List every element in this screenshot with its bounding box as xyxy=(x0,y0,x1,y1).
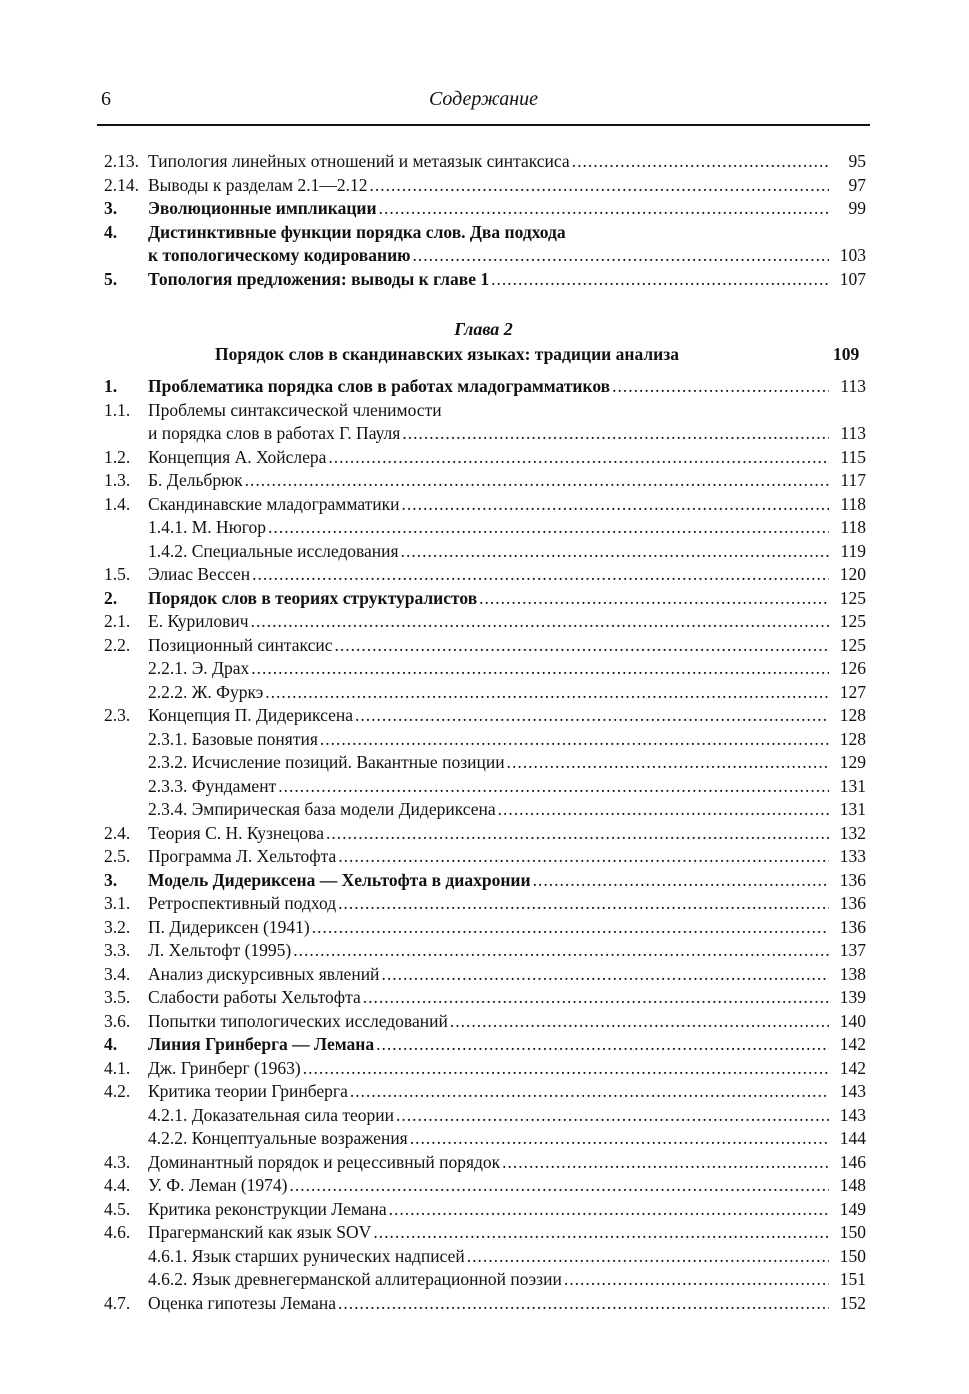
page-header xyxy=(97,88,870,124)
toc-entry-page: 131 xyxy=(839,775,866,796)
toc-entry-title: Доминантный порядок и рецессивный порядок xyxy=(148,1151,501,1172)
toc-entry xyxy=(104,1104,866,1128)
toc-entry-title: 2.3.1. Базовые понятия xyxy=(148,728,318,749)
toc-entry-number: 4.4. xyxy=(104,1175,131,1195)
toc-entry xyxy=(104,892,866,916)
toc-entry-title: Дж. Гринберг (1963) xyxy=(148,1057,301,1078)
toc-entry xyxy=(104,197,866,221)
dot-leader xyxy=(312,916,829,940)
toc-entry-page: 151 xyxy=(839,1269,866,1289)
toc-entry-page: 129 xyxy=(839,752,866,772)
toc-entry-page: 152 xyxy=(839,1292,866,1313)
toc-entry-number: 2.14. xyxy=(104,174,139,195)
toc-entry-page: 144 xyxy=(839,1128,866,1148)
toc-entry xyxy=(104,563,866,587)
dot-leader xyxy=(450,1010,829,1034)
chapter-page-number: 109 xyxy=(833,344,860,364)
toc-entry-page: 128 xyxy=(839,705,866,725)
toc-entry-number: 1.2. xyxy=(104,446,131,467)
dot-leader xyxy=(467,1245,829,1269)
toc-entry-number: 3.5. xyxy=(104,987,131,1007)
dot-leader xyxy=(479,587,829,611)
toc-entry-number: 1. xyxy=(104,376,118,396)
dot-leader xyxy=(491,268,829,292)
toc-entry-page: 118 xyxy=(840,517,866,537)
dot-leader xyxy=(265,681,829,705)
toc-entry-title: 4.6.1. Язык старших рунических надписей xyxy=(148,1245,465,1266)
toc-entry xyxy=(104,963,866,987)
toc-entry-title: Слабости работы Хельтофта xyxy=(148,987,361,1007)
toc-entry-number: 3.2. xyxy=(104,916,131,937)
header-rule xyxy=(97,124,870,126)
toc-entry xyxy=(104,610,866,634)
toc-entry xyxy=(104,751,866,775)
dot-leader xyxy=(410,1127,829,1151)
toc-entry-title: к топологическому кодированию xyxy=(148,245,411,265)
toc-entry xyxy=(104,704,866,728)
toc-entry xyxy=(104,1174,866,1198)
toc-entry-page: 120 xyxy=(839,564,866,584)
toc-entry-number: 2.3. xyxy=(104,705,131,725)
toc-entry xyxy=(104,1245,866,1269)
toc-entry-page: 137 xyxy=(839,940,866,960)
toc-entry xyxy=(104,268,866,292)
dot-leader xyxy=(564,1268,829,1292)
toc-entry-page: 133 xyxy=(839,846,866,866)
dot-leader xyxy=(507,751,829,775)
toc-entry-page: 139 xyxy=(839,987,866,1007)
toc-entry xyxy=(104,845,866,869)
toc-entry-page: 136 xyxy=(839,869,866,890)
toc-entry xyxy=(104,150,866,174)
toc-entry xyxy=(104,516,866,540)
toc-entry-page: 117 xyxy=(840,470,866,490)
dot-leader xyxy=(402,422,829,446)
toc-entry-page: 142 xyxy=(839,1034,866,1054)
dot-leader xyxy=(252,563,829,587)
toc-entry-title: Позиционный синтаксис xyxy=(148,634,333,655)
toc-entry-page: 119 xyxy=(840,540,866,561)
toc-entry-number: 4. xyxy=(104,221,118,242)
toc-entry-title: 2.3.2. Исчисление позиций. Вакантные позиции xyxy=(148,752,505,772)
dot-leader xyxy=(328,446,829,470)
toc-entry xyxy=(104,798,866,822)
toc-entry-title: Прагерманский как язык SOV xyxy=(148,1222,372,1242)
dot-leader xyxy=(402,493,829,517)
toc-entry-title: и порядка слов в работах Г. Пауля xyxy=(148,423,401,443)
toc-entry xyxy=(104,1080,866,1104)
dot-leader xyxy=(338,845,829,869)
toc-entry-number: 3.4. xyxy=(104,963,131,984)
toc-entry-title: Оценка гипотезы Лемана xyxy=(148,1292,336,1313)
toc-entry-page: 125 xyxy=(839,634,866,655)
dot-leader xyxy=(381,963,829,987)
toc-entry xyxy=(104,1292,866,1316)
toc-entry xyxy=(104,422,866,446)
toc-entry-title: Концепция П. Дидериксена xyxy=(148,705,353,725)
toc-entry xyxy=(104,1127,866,1151)
toc-entry xyxy=(104,681,866,705)
toc-entry xyxy=(104,540,866,564)
dot-leader xyxy=(413,244,829,268)
toc-entry-page: 150 xyxy=(839,1222,866,1242)
toc-entry-title: Л. Хельтофт (1995) xyxy=(148,940,292,960)
toc-entry-title: Теория С. Н. Кузнецова xyxy=(148,822,324,843)
dot-leader xyxy=(338,892,829,916)
toc-entry xyxy=(104,1151,866,1175)
toc-entry-page: 103 xyxy=(839,245,866,265)
toc-entry-title: Ретроспективный подход xyxy=(148,893,337,913)
toc-entry-title: Выводы к разделам 2.1—2.12 xyxy=(148,174,368,195)
dot-leader xyxy=(334,634,829,658)
toc-entry-number: 4.3. xyxy=(104,1151,131,1172)
toc-entry-title: Концепция А. Хойслера xyxy=(148,446,327,467)
toc-entry xyxy=(104,939,866,963)
toc-entry-title: Критика реконструкции Лемана xyxy=(148,1198,387,1219)
toc-entry-page: 113 xyxy=(840,423,866,443)
toc-entry-number: 2.13. xyxy=(104,151,139,171)
chapter-label: Глава 2 xyxy=(454,319,513,339)
toc-entry-page: 142 xyxy=(839,1057,866,1078)
toc-entry xyxy=(104,1268,866,1292)
toc-entry-page: 148 xyxy=(839,1175,866,1195)
dot-leader xyxy=(303,1057,829,1081)
toc-entry-page: 128 xyxy=(839,728,866,749)
toc-entry-number: 1.1. xyxy=(104,399,131,420)
toc-entry-page: 140 xyxy=(839,1010,866,1031)
toc-entry-number: 3. xyxy=(104,869,118,890)
toc-entry-title: 1.4.2. Специальные исследования xyxy=(148,540,399,561)
dot-leader xyxy=(498,798,829,822)
dot-leader xyxy=(251,610,829,634)
toc-entry xyxy=(104,446,866,470)
toc-entry-title: 4.6.2. Язык древнегерманской аллитерационной поэзии xyxy=(148,1269,562,1289)
dot-leader xyxy=(326,822,829,846)
toc-entry-page: 107 xyxy=(839,268,866,289)
toc-entry-title: 4.2.1. Доказательная сила теории xyxy=(148,1104,395,1125)
toc-entry-page: 136 xyxy=(839,893,866,913)
toc-entry-title: П. Дидериксен (1941) xyxy=(148,916,310,937)
dot-leader xyxy=(245,469,829,493)
toc-entry-page: 115 xyxy=(840,446,866,467)
toc-entry-page: 136 xyxy=(839,916,866,937)
toc-entry-number: 2.4. xyxy=(104,822,131,843)
toc-entry xyxy=(104,916,866,940)
toc-entry-title: 2.3.3. Фундамент xyxy=(148,775,277,796)
dot-leader xyxy=(355,704,829,728)
toc-entry-number: 2.1. xyxy=(104,611,131,631)
toc-entry xyxy=(104,399,866,423)
dot-leader xyxy=(376,1033,829,1057)
toc-entry-number: 4.2. xyxy=(104,1081,131,1101)
toc-entry-page: 132 xyxy=(839,822,866,843)
toc-entry-page: 143 xyxy=(839,1081,866,1101)
toc-entry-page: 99 xyxy=(848,198,866,218)
toc-entry-page: 126 xyxy=(839,658,866,678)
toc-entry-title: Линия Гринберга — Лемана xyxy=(148,1034,375,1054)
toc-entry xyxy=(104,1198,866,1222)
toc-entry xyxy=(104,986,866,1010)
dot-leader xyxy=(350,1080,829,1104)
toc-entry-title: 2.2.2. Ж. Фуркэ xyxy=(148,681,264,702)
toc-entry-title: 2.2.1. Э. Драх xyxy=(148,658,250,678)
toc-entry xyxy=(104,493,866,517)
toc-entry-page: 125 xyxy=(839,587,866,608)
page-number: 6 xyxy=(101,88,111,110)
toc-entry-title: Типология линейных отношений и метаязык синтаксиса xyxy=(148,151,570,171)
dot-leader xyxy=(379,197,829,221)
toc-entry xyxy=(104,469,866,493)
toc-entry xyxy=(104,174,866,198)
toc-entry-number: 1.3. xyxy=(104,470,131,490)
toc-entry-number: 1.5. xyxy=(104,564,131,584)
toc-entry-title: 4.2.2. Концептуальные возражения xyxy=(148,1128,408,1148)
toc-entry-title: 2.3.4. Эмпирическая база модели Дидериксена xyxy=(148,799,496,819)
toc-entry-number: 4.7. xyxy=(104,1292,131,1313)
toc-entry-number: 5. xyxy=(104,268,118,289)
toc-entry-number: 3.3. xyxy=(104,940,131,960)
toc-entry-title: Анализ дискурсивных явлений xyxy=(148,963,380,984)
toc-entry-number: 3.1. xyxy=(104,893,131,913)
toc-entry xyxy=(104,1033,866,1057)
toc-entry-title: Эволюционные импликации xyxy=(148,198,377,218)
toc-entry-title: У. Ф. Леман (1974) xyxy=(148,1175,288,1195)
toc-entry-number: 4. xyxy=(104,1034,118,1054)
toc-entry xyxy=(104,869,866,893)
dot-leader xyxy=(612,375,829,399)
toc-entry-title: Е. Курилович xyxy=(148,611,249,631)
toc-entry-page: 143 xyxy=(839,1104,866,1125)
toc-entry-title: Порядок слов в теориях структуралистов xyxy=(148,587,478,608)
toc-entry xyxy=(104,775,866,799)
toc-entry-page: 118 xyxy=(840,493,866,514)
dot-leader xyxy=(533,869,829,893)
dot-leader xyxy=(363,986,829,1010)
toc-entry-number: 1.4. xyxy=(104,493,131,514)
dot-leader xyxy=(373,1221,829,1245)
dot-leader xyxy=(251,657,829,681)
toc-entry-page: 97 xyxy=(848,174,866,195)
toc-entry-page: 150 xyxy=(839,1245,866,1266)
toc-entry-title: Попытки типологических исследований xyxy=(148,1010,448,1031)
toc-entry-title: Проблемы синтаксической членимости xyxy=(148,399,442,420)
dot-leader xyxy=(290,1174,830,1198)
dot-leader xyxy=(278,775,829,799)
dot-leader xyxy=(320,728,829,752)
toc-entry xyxy=(104,1057,866,1081)
toc-entry xyxy=(104,587,866,611)
running-title: Содержание xyxy=(428,88,539,110)
toc-entry xyxy=(104,221,866,245)
toc-entry-page: 138 xyxy=(839,963,866,984)
toc-entry xyxy=(104,657,866,681)
toc-entry-page: 113 xyxy=(840,376,866,396)
toc-entry-title: Модель Дидериксена — Хельтофта в диахронии xyxy=(148,869,531,890)
toc-entry-page: 95 xyxy=(848,151,866,171)
dot-leader xyxy=(268,516,829,540)
toc-entry-page: 131 xyxy=(839,799,866,819)
toc-entry xyxy=(104,634,866,658)
toc-entry-page: 125 xyxy=(839,611,866,631)
toc-entry-title: Дистинктивные функции порядка слов. Два подхода xyxy=(148,221,566,242)
toc-entry-title: Скандинавские младограмматики xyxy=(148,493,400,514)
toc-section-chapter-2 xyxy=(104,375,866,1315)
toc-entry xyxy=(104,1010,866,1034)
toc-entry-title: Критика теории Гринберга xyxy=(148,1081,348,1101)
dot-leader xyxy=(396,1104,829,1128)
toc-entry-number: 4.1. xyxy=(104,1057,131,1078)
toc-entry-number: 4.5. xyxy=(104,1198,131,1219)
toc-entry-title: Топология предложения: выводы к главе 1 xyxy=(148,268,490,289)
toc-entry-number: 2.2. xyxy=(104,634,131,655)
toc-entry-number: 2.5. xyxy=(104,846,131,866)
toc-entry-title: Проблематика порядка слов в работах младограмматиков xyxy=(148,376,611,396)
dot-leader xyxy=(502,1151,829,1175)
dot-leader xyxy=(389,1198,829,1222)
toc-entry xyxy=(104,1221,866,1245)
toc-entry xyxy=(104,375,866,399)
toc-entry-title: 1.4.1. М. Нюгор xyxy=(148,517,267,537)
dot-leader xyxy=(369,174,829,198)
toc-entry-number: 3. xyxy=(104,198,118,218)
toc-entry-page: 146 xyxy=(839,1151,866,1172)
toc-entry-title: Программа Л. Хельтофта xyxy=(148,846,337,866)
toc-entry-page: 149 xyxy=(839,1198,866,1219)
toc-section-top xyxy=(104,150,866,291)
toc-entry-page: 127 xyxy=(839,681,866,702)
toc-entry-title: Элиас Вессен xyxy=(148,564,251,584)
toc-entry-number: 3.6. xyxy=(104,1010,131,1031)
toc-entry xyxy=(104,244,866,268)
dot-leader xyxy=(401,540,829,564)
dot-leader xyxy=(572,150,829,174)
toc-entry-number: 4.6. xyxy=(104,1222,131,1242)
dot-leader xyxy=(338,1292,829,1316)
toc-entry-title: Б. Дельбрюк xyxy=(148,470,243,490)
dot-leader xyxy=(293,939,829,963)
toc-entry xyxy=(104,728,866,752)
toc-entry-number: 2. xyxy=(104,587,118,608)
chapter-title: Порядок слов в скандинавских языках: традиции анализа xyxy=(215,344,680,364)
toc-entry xyxy=(104,822,866,846)
